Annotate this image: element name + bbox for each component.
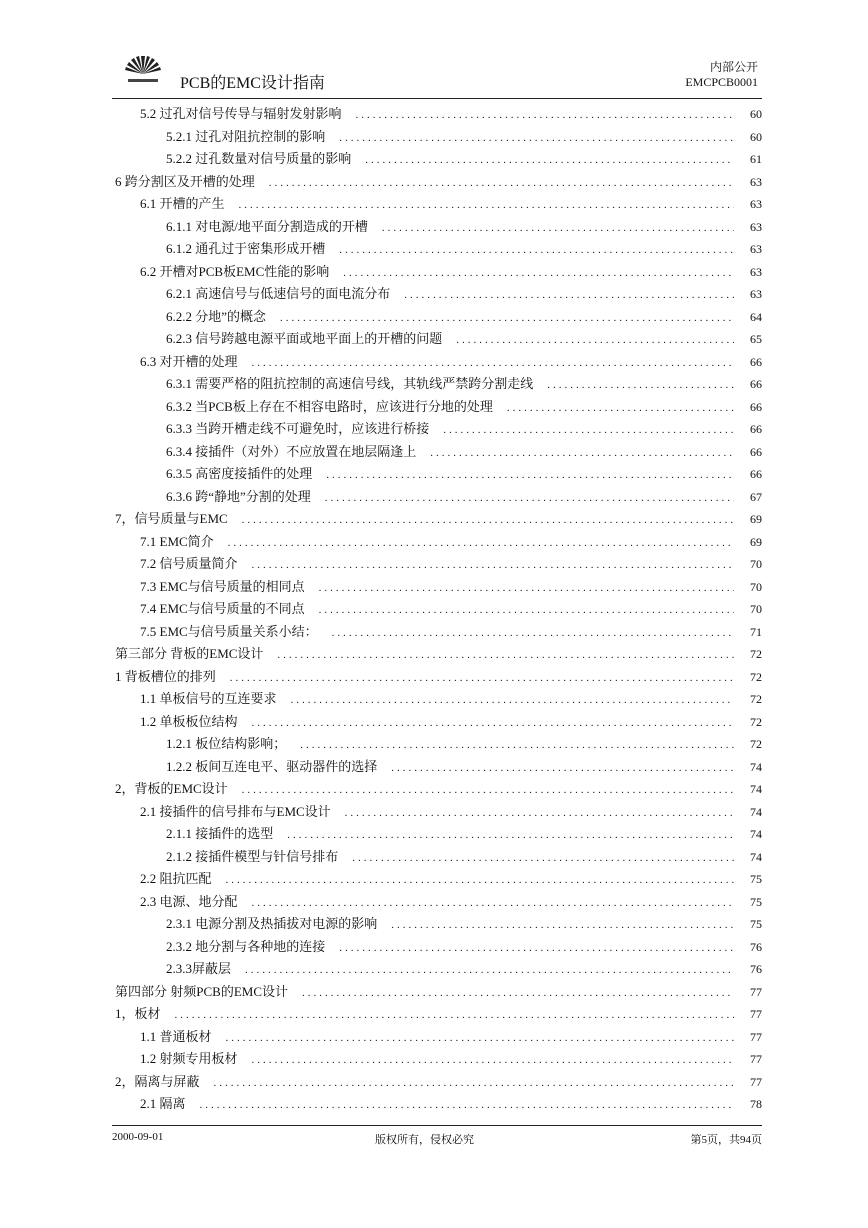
toc-page-number: 74 [750,804,762,819]
toc-dot-leader [228,537,734,549]
toc-entry-label: 6.3.3 当跨开槽走线不可避免时，应该进行桥接 [166,421,430,436]
toc-entry-label: 6.2 开槽对PCB板EMC性能的影响 [140,263,330,279]
toc-dot-leader [345,807,734,819]
toc-page-number: 77 [750,984,762,999]
toc-entry[interactable] [166,936,762,958]
toc-entry[interactable] [166,328,762,350]
toc-page-number: 60 [750,107,762,121]
toc-entry-label: 6 跨分割区及开槽的处理 [115,173,255,189]
document-title: PCB的EMC设计指南 [180,75,325,92]
toc-entry-label: 5.2 过孔对信号传导与辐射发射影响 [140,106,342,121]
toc-entry-label: 6.2.1 高速信号与低速信号的面电流分布 [166,286,391,301]
toc-dot-leader [339,132,734,144]
toc-dot-leader [456,334,734,346]
toc-entry-label: 1.2 射频专用板材 [140,1051,238,1066]
toc-entry-label: 2，背板的EMC设计 [115,781,228,796]
toc-page-number: 63 [750,242,762,256]
toc-entry-label: 6.2.3 信号跨越电源平面或地平面上的开槽的问题 [166,331,443,346]
toc-page-number: 61 [750,152,762,166]
toc-page-number: 63 [750,174,762,189]
toc-page-number: 66 [750,467,762,481]
toc-dot-leader [430,447,734,459]
toc-page-number: 75 [750,894,762,909]
toc-dot-leader [391,762,734,774]
toc-dot-leader [365,154,734,166]
toc-page-number: 74 [750,849,762,864]
toc-dot-leader [332,627,734,639]
toc-page-number: 72 [750,669,762,684]
toc-page-number: 74 [750,759,762,774]
toc-dot-leader [325,492,734,504]
toc-dot-leader [200,1099,734,1111]
toc-dot-leader [214,1077,734,1089]
toc-page-number: 60 [750,129,762,144]
toc-entry-label: 1.1 单板信号的互连要求 [140,691,277,706]
toc-entry[interactable] [166,216,762,238]
toc-entry[interactable] [140,1026,762,1048]
page-header [0,0,868,100]
toc-page-number: 63 [750,219,762,234]
toc-entry-label: 2.3.1 电源分割及热插拔对电源的影响 [166,916,378,931]
toc-entry[interactable] [166,913,762,935]
toc-dot-leader [252,559,734,571]
toc-entry[interactable] [166,958,762,980]
toc-dot-leader [326,469,734,481]
toc-entry-label: 6.2.2 分地”的概念 [166,308,267,324]
toc-dot-leader [382,222,734,234]
classification-label: 内部公开 [709,60,758,74]
footer-divider [112,1125,762,1126]
toc-entry-label: 6.1 开槽的产生 [140,196,225,211]
toc-entry[interactable] [115,1003,762,1025]
toc-dot-leader [252,357,734,369]
toc-dot-leader [339,244,734,256]
toc-entry-label: 1.2.2 板间互连电平、驱动器件的选择 [166,758,378,774]
toc-page-number: 77 [750,1074,762,1089]
toc-page-number: 76 [750,939,762,954]
toc-entry-label: 5.2.2 过孔数量对信号质量的影响 [166,151,352,166]
toc-page-number: 72 [750,737,762,751]
toc-dot-leader [280,312,734,324]
toc-entry-label: 6.3.5 高密度接插件的处理 [166,466,313,481]
toc-entry-label: 2.1 隔离 [140,1096,186,1111]
toc-entry[interactable] [166,126,762,148]
toc-entry-label: 7.2 信号质量简介 [140,556,238,571]
toc-entry-label: 6.3.6 跨“静地”分割的处理 [166,488,311,504]
toc-dot-leader [302,987,734,999]
toc-page-number: 75 [750,872,762,886]
toc-page-number: 78 [750,1097,762,1111]
toc-entry[interactable] [166,418,762,440]
toc-entry[interactable] [140,193,762,215]
toc-page-number: 77 [750,1052,762,1066]
toc-page-number: 63 [750,264,762,279]
toc-entry-label: 2.1.1 接插件的选型 [166,826,274,841]
toc-entry-label: 7.3 EMC与信号质量的相同点 [140,578,305,594]
toc-page-number: 69 [750,534,762,549]
toc-dot-leader [242,784,734,796]
toc-entry-label: 6.1.1 对电源/地平面分割造成的开槽 [166,218,368,234]
toc-entry[interactable] [115,643,762,665]
toc-page-number: 69 [750,512,762,526]
document-code: EMCPCB0001 [685,75,758,89]
toc-entry-label: 2.3 电源、地分配 [140,893,238,909]
toc-entry[interactable] [166,441,762,463]
toc-dot-leader [404,289,734,301]
toc-entry-label: 第四部分 射频PCB的EMC设计 [115,983,288,999]
toc-page-number: 70 [750,557,762,571]
toc-entry[interactable] [166,486,762,508]
toc-page-number: 65 [750,332,762,346]
toc-entry[interactable] [140,1093,762,1115]
toc-entry[interactable] [166,756,762,778]
company-logo-icon [124,52,162,86]
toc-dot-leader [252,897,734,909]
toc-entry-label: 1，板材 [115,1006,161,1021]
toc-entry[interactable] [140,261,762,283]
toc-dot-leader [230,672,734,684]
toc-page-number: 70 [750,602,762,616]
toc-dot-leader [319,582,734,594]
toc-dot-leader [226,874,734,886]
toc-entry[interactable] [166,306,762,328]
toc-page-number: 70 [750,579,762,594]
toc-entry[interactable] [140,103,762,125]
toc-entry[interactable] [166,283,762,305]
toc-entry-label: 2.3.3屏蔽层 [166,961,232,976]
toc-entry-label: 5.2.1 过孔对阻抗控制的影响 [166,128,326,144]
toc-entry-label: 2.1.2 接插件模型与针信号排布 [166,848,339,864]
toc-entry-label: 2，隔离与屏蔽 [115,1073,200,1089]
toc-page-number: 67 [750,489,762,504]
toc-entry[interactable] [140,621,762,643]
toc-page-number: 77 [750,1029,762,1044]
toc-dot-leader [443,424,734,436]
toc-entry[interactable] [140,868,762,890]
toc-entry-label: 1 背板槽位的排列 [115,668,216,684]
toc-entry-label: 6.1.2 通孔过于密集形成开槽 [166,241,326,256]
toc-page-number: 72 [750,692,762,706]
toc-entry-label: 6.3.2 当PCB板上存在不相容电路时，应该进行分地的处理 [166,398,493,414]
toc-page-number: 77 [750,1007,762,1021]
toc-dot-leader [252,1054,734,1066]
toc-entry[interactable] [140,801,762,823]
toc-entry-label: 7.5 EMC与信号质量关系小结： [140,623,318,639]
toc-dot-leader [352,852,734,864]
toc-page-number: 72 [750,647,762,661]
toc-dot-leader [339,942,734,954]
toc-entry[interactable] [140,553,762,575]
toc-page-number: 75 [750,917,762,931]
toc-page-number: 63 [750,287,762,301]
toc-entry[interactable] [166,846,762,868]
toc-entry-label: 7，信号质量与EMC [115,511,228,526]
toc-entry-label: 6.3 对开槽的处理 [140,353,238,369]
header-meta [685,60,758,90]
toc-page-number: 74 [750,782,762,796]
toc-dot-leader [391,919,734,931]
toc-dot-leader [507,402,734,414]
toc-entry-label: 2.3.2 地分割与各种地的连接 [166,938,326,954]
toc-dot-leader [287,829,734,841]
toc-entry-label: 7.4 EMC与信号质量的不同点 [140,601,305,616]
toc-entry[interactable] [166,373,762,395]
toc-page-number: 63 [750,197,762,211]
toc-entry[interactable] [140,598,762,620]
toc-dot-leader [242,514,734,526]
toc-page-number: 71 [750,624,762,639]
toc-dot-leader [343,267,734,279]
toc-entry-label: 1.2 单板板位结构 [140,713,238,729]
toc-page-number: 66 [750,399,762,414]
toc-entry[interactable] [140,1048,762,1070]
toc-dot-leader [300,739,734,751]
toc-dot-leader [226,1032,734,1044]
toc-entry-label: 第三部分 背板的EMC设计 [115,646,264,661]
toc-page-number: 66 [750,444,762,459]
toc-entry[interactable] [166,396,762,418]
toc-entry-label: 2.1 接插件的信号排布与EMC设计 [140,803,331,819]
toc-entry-label: 6.3.1 需要严格的阻抗控制的高速信号线，其轨线严禁跨分割走线 [166,376,534,391]
toc-dot-leader [175,1009,734,1021]
toc-entry[interactable] [140,351,762,373]
toc-entry[interactable] [115,171,762,193]
toc-page-number: 64 [750,309,762,324]
toc-dot-leader [239,199,734,211]
toc-entry[interactable] [166,238,762,260]
toc-entry[interactable] [115,1071,762,1093]
toc-entry-label: 1.1 普通板材 [140,1028,212,1044]
toc-dot-leader [277,649,734,661]
toc-entry[interactable] [115,778,762,800]
toc-dot-leader [547,379,734,391]
toc-dot-leader [291,694,734,706]
footer-date: 2000-09-01 [112,1131,164,1143]
toc-entry[interactable] [140,688,762,710]
toc-page-number: 66 [750,422,762,436]
toc-entry[interactable] [166,463,762,485]
toc-entry[interactable] [166,733,762,755]
toc-entry[interactable] [140,711,762,733]
toc-entry[interactable] [115,666,762,688]
footer-copyright: 版权所有，侵权必究 [375,1134,474,1146]
header-divider [112,98,762,99]
toc-dot-leader [269,177,734,189]
toc-page-number: 72 [750,714,762,729]
toc-entry[interactable] [140,531,762,553]
toc-page-number: 76 [750,962,762,976]
toc-dot-leader [245,964,734,976]
footer-page-info: 第5页，共94页 [690,1134,762,1146]
toc-entry-label: 2.2 阻抗匹配 [140,871,212,886]
toc-entry[interactable] [166,148,762,170]
toc-entry[interactable] [166,823,762,845]
toc-page-number: 74 [750,827,762,841]
toc-entry[interactable] [140,576,762,598]
toc-entry[interactable] [140,891,762,913]
toc-page-number: 66 [750,377,762,391]
toc-dot-leader [356,109,734,121]
toc-entry[interactable] [115,981,762,1003]
toc-page-number: 66 [750,354,762,369]
toc-entry[interactable] [115,508,762,530]
toc-entry-label: 1.2.1 板位结构影响； [166,736,287,751]
toc-entry-label: 6.3.4 接插件（对外）不应放置在地层隔逢上 [166,443,417,459]
toc-dot-leader [319,604,734,616]
toc-entry-label: 7.1 EMC简介 [140,533,214,549]
toc-dot-leader [252,717,734,729]
